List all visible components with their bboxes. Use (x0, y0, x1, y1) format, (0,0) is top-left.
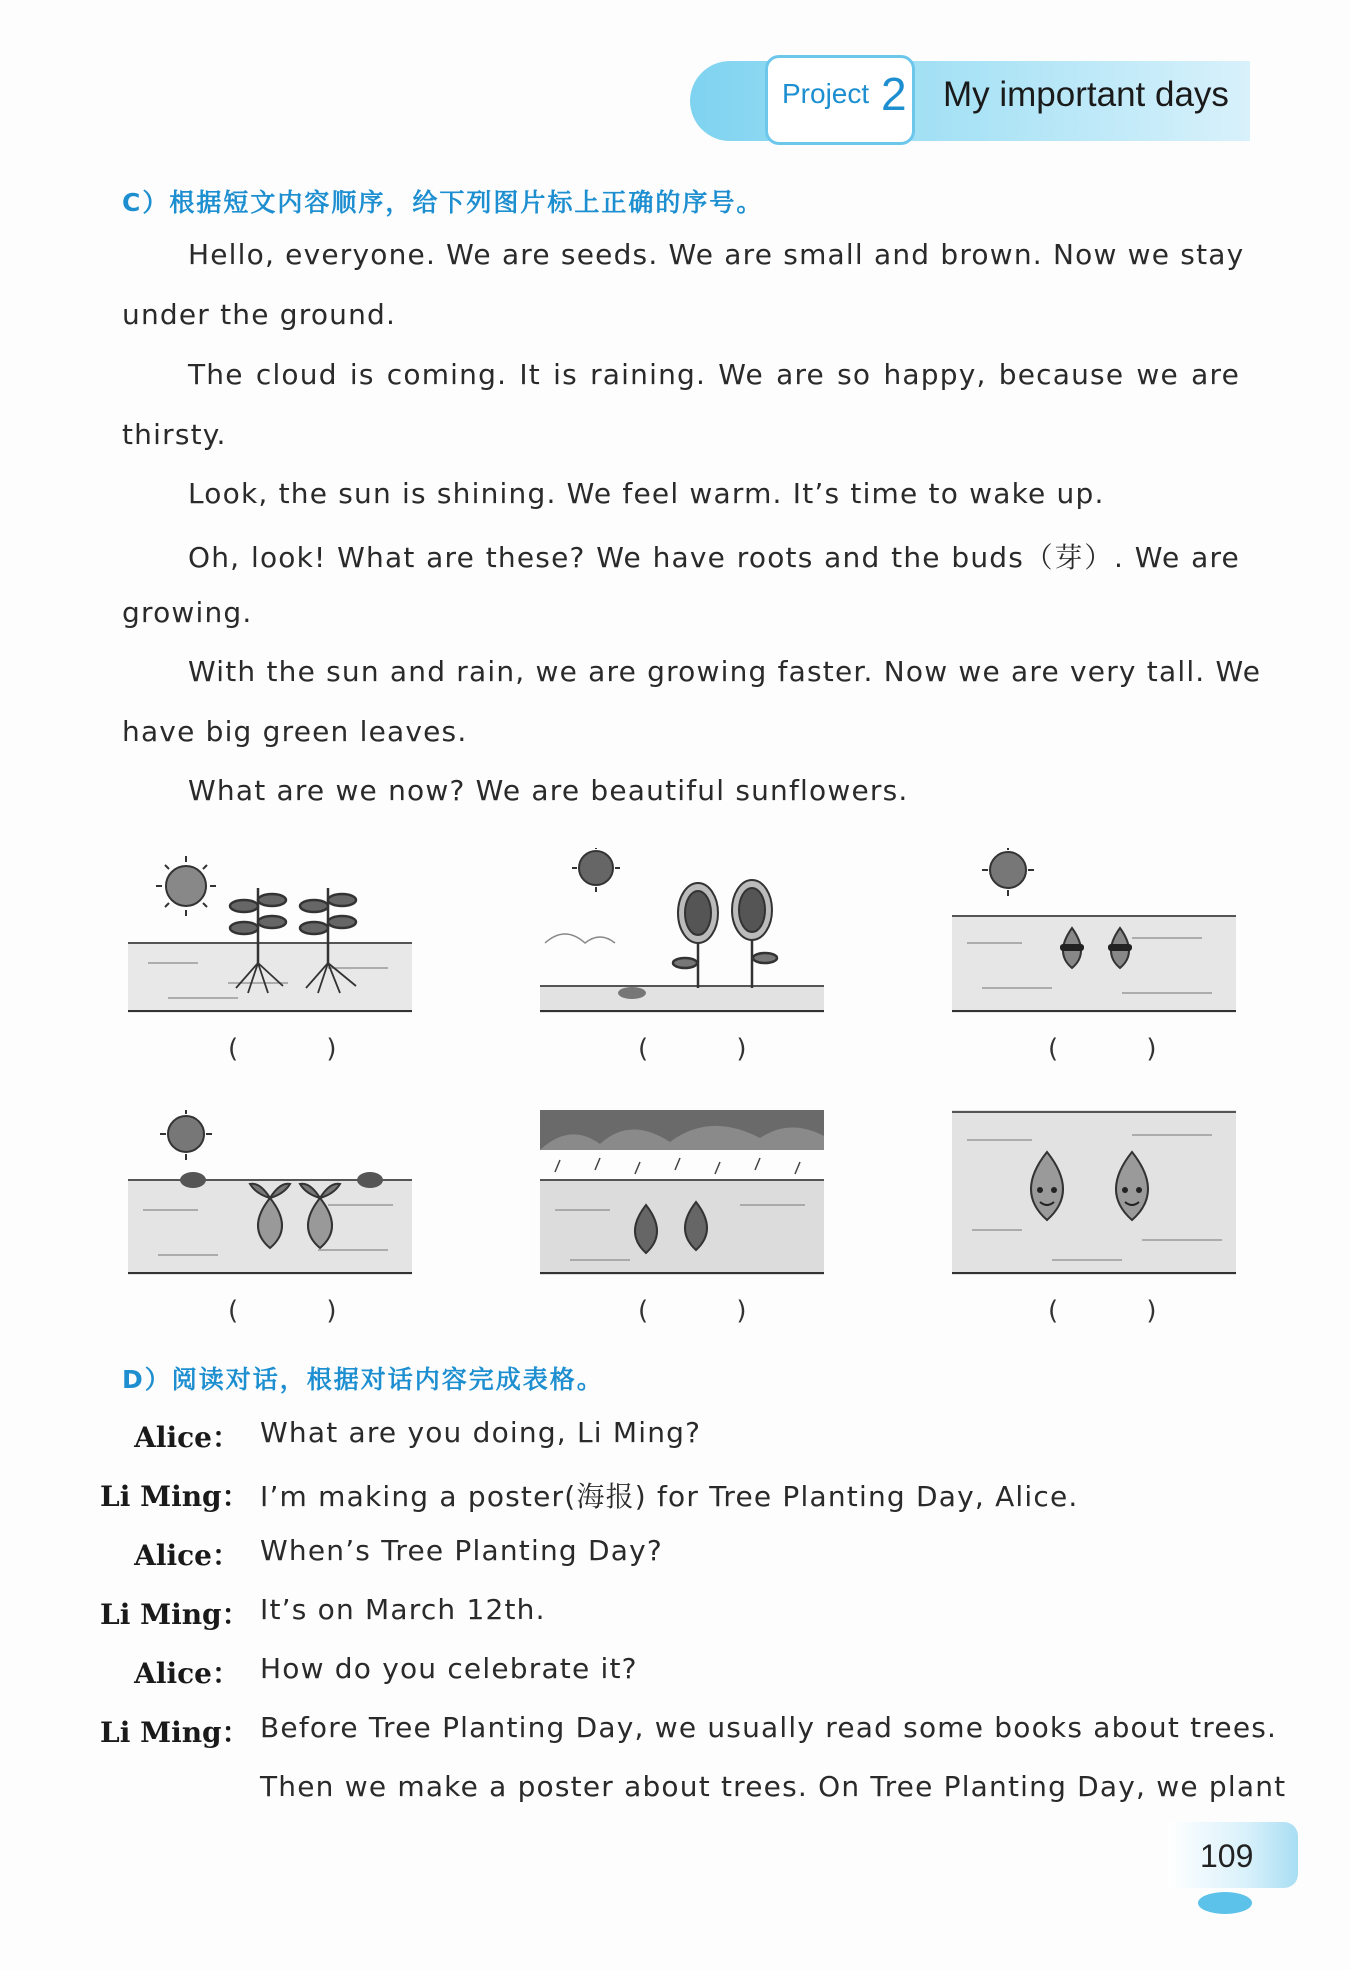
passage-line: Look, the sun is shining. We feel warm. It’s time to wake up. (188, 477, 1105, 510)
picture-seeds-sprouting (128, 1110, 412, 1275)
dialogue-line: When’s Tree Planting Day? (260, 1534, 663, 1567)
answer-blank[interactable]: ( ) (228, 1034, 377, 1064)
passage-line: What are we now? We are beautiful sunflowers. (188, 774, 909, 807)
picture-seeds-waking (952, 848, 1236, 1013)
picture-seeds-under-ground (952, 1110, 1236, 1275)
passage-line: Oh, look! What are these? We have roots and the buds（芽）. We are (188, 541, 1240, 574)
project-number: 2 (881, 68, 907, 120)
answer-blank[interactable]: ( ) (1048, 1034, 1197, 1064)
project-label: Project (782, 78, 870, 109)
seeds-sprouting-illustration (128, 1110, 412, 1275)
answer-blank[interactable]: ( ) (638, 1034, 787, 1064)
passage-line: have big green leaves. (122, 715, 468, 748)
speaker-li-ming: Li Ming： (100, 1716, 250, 1749)
unit-title: My important days (943, 75, 1229, 114)
passage-line: Hello, everyone. We are seeds. We are small and brown. Now we stay (188, 238, 1245, 271)
answer-blank[interactable]: ( ) (1048, 1296, 1197, 1326)
passage-line: The cloud is coming. It is raining. We are so happy, because we are (188, 358, 1240, 391)
page-number-ornament (1198, 1892, 1252, 1914)
header-banner (690, 55, 1250, 147)
speaker-alice: Alice： (134, 1539, 240, 1572)
speaker-alice: Alice： (134, 1421, 240, 1454)
speaker-alice: Alice： (134, 1657, 240, 1690)
passage-line: under the ground. (122, 298, 397, 331)
plants-roots-illustration (128, 848, 412, 1013)
section-c-heading: C）根据短文内容顺序，给下列图片标上正确的序号。 (122, 188, 764, 217)
speaker-li-ming: Li Ming： (100, 1598, 250, 1631)
seeds-ground-illustration (952, 1110, 1236, 1275)
dialogue-line: It’s on March 12th. (260, 1593, 546, 1626)
dialogue-line: I’m making a poster(海报) for Tree Planting Day, Alice. (260, 1480, 1079, 1513)
dialogue-line: How do you celebrate it? (260, 1652, 638, 1685)
section-d-heading: D）阅读对话，根据对话内容完成表格。 (122, 1365, 604, 1394)
sunflowers-illustration (540, 848, 824, 1013)
dialogue-line: What are you doing, Li Ming? (260, 1416, 702, 1449)
seeds-waking-illustration (952, 848, 1236, 1013)
passage-line: growing. (122, 596, 253, 629)
passage-line: thirsty. (122, 418, 227, 451)
seeds-rain-illustration (540, 1110, 824, 1275)
project-badge (765, 55, 915, 145)
picture-plants-with-roots (128, 848, 412, 1013)
page-number: 109 (1200, 1838, 1254, 1874)
answer-blank[interactable]: ( ) (228, 1296, 377, 1326)
dialogue-line: Then we make a poster about trees. On Tree Planting Day, we plant (260, 1770, 1287, 1803)
passage-line: With the sun and rain, we are growing faster. Now we are very tall. We (188, 655, 1262, 688)
answer-blank[interactable]: ( ) (638, 1296, 787, 1326)
picture-sunflowers (540, 848, 824, 1013)
dialogue-line: Before Tree Planting Day, we usually read some books about trees. (260, 1711, 1278, 1744)
speaker-li-ming: Li Ming： (100, 1480, 250, 1513)
picture-seeds-in-rain (540, 1110, 824, 1275)
